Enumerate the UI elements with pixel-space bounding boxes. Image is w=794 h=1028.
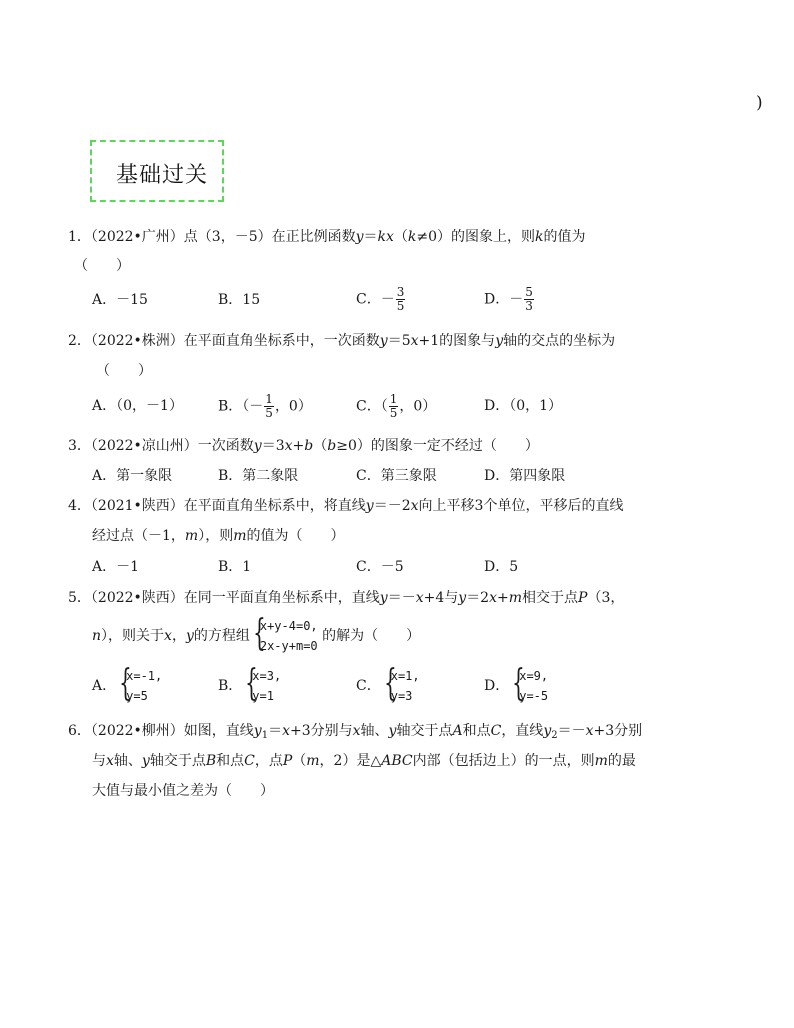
equation-system: { x=-1, y=5 [119, 663, 163, 704]
question-1-line-1: 1．（2022•广州）点（3，－5）在正比例函数y＝kx（k≠0）的图象上，则k的值为 [68, 229, 586, 245]
question-5-option-c[interactable]: C． { x=1, y=3 [356, 663, 420, 704]
brace-icon: { [119, 663, 132, 704]
question-1-option-d[interactable]: D．－ $\frac{5}{3}$ [484, 285, 533, 313]
question-6-line-2: 与x轴、y轴交于点B和点C，点P（m，2）是△ABC内部（包括边上）的一点，则m的最 [92, 753, 636, 769]
question-2-option-a[interactable]: A．（0，－1） [92, 398, 183, 414]
question-2-line-1: 2．（2022•株洲）在平面直角坐标系中，一次函数y＝5x+1的图象与y轴的交点的坐标为 [68, 333, 616, 349]
question-5-option-d[interactable]: D． { x=9, y=-5 [484, 663, 549, 704]
question-4-line-1: 4．（2021•陕西）在平面直角坐标系中，将直线y＝－2x向上平移3个单位，平移后的直线 [68, 498, 624, 514]
equation-system: { x+y-4=0, 2x-y+m=0 [253, 613, 318, 654]
question-2-option-b[interactable]: B．（－ $\frac{1}{5}$ ，0） [218, 392, 312, 420]
question-5-option-a[interactable]: A． { x=-1, y=5 [92, 663, 163, 704]
question-3-line-1: 3．（2022•凉山州）一次函数y＝3x+b（b≥0）的图象一定不经过（ ） [68, 438, 539, 454]
question-2-option-d[interactable]: D．（0，1） [484, 398, 563, 414]
fraction: $\frac{3}{5}$ [396, 285, 405, 313]
question-3-option-d[interactable]: D．第四象限 [484, 468, 566, 484]
question-3-option-c[interactable]: C．第三象限 [356, 468, 437, 484]
section-title: 基础过关 [116, 163, 209, 188]
fraction: $\frac{1}{5}$ [265, 392, 273, 420]
question-1-option-b[interactable]: B．15 [218, 292, 261, 308]
question-4-line-2: 经过点（－1，m），则m的值为（ ） [92, 528, 345, 544]
question-1-option-c[interactable]: C．－ $\frac{3}{5}$ [356, 285, 405, 313]
question-5-line-1: 5．（2022•陕西）在同一平面直角坐标系中，直线y＝－x+4与y＝2x+m相交于点P（3， [68, 590, 625, 606]
question-5-option-b[interactable]: B． { x=3, y=1 [218, 663, 282, 704]
question-4-option-d[interactable]: D．5 [484, 559, 519, 575]
equation-system: { x=1, y=3 [383, 663, 420, 704]
fraction: $\frac{1}{5}$ [389, 392, 398, 420]
question-3-option-a[interactable]: A．第一象限 [92, 468, 173, 484]
brace-icon: { [512, 663, 525, 704]
question-2-option-c[interactable]: C．（ $\frac{1}{5}$ ，0） [356, 392, 437, 420]
brace-icon: { [245, 663, 259, 704]
question-6-line-1: 6．（2022•柳州）如图，直线$y_1=x+3$分别与x轴、y轴交于点A和点C，直线$y_2=-x+3$分别 [68, 723, 643, 741]
question-1-answer-blank: （ ） [74, 258, 130, 274]
fraction: $\frac{5}{3}$ [525, 285, 533, 313]
question-2-answer-blank: （ ） [96, 363, 152, 379]
question-4-option-a[interactable]: A．－1 [92, 559, 140, 575]
question-1-option-a[interactable]: A．－15 [92, 292, 148, 308]
stray-paren: ) [756, 93, 763, 113]
equation-system: { x=9, y=-5 [512, 663, 549, 704]
question-6-line-3: 大值与最小值之差为（ ） [92, 783, 274, 799]
question-4-option-b[interactable]: B．1 [218, 559, 252, 575]
section-header-box [90, 140, 224, 202]
question-3-option-b[interactable]: B．第二象限 [218, 468, 299, 484]
question-4-option-c[interactable]: C．－5 [356, 559, 404, 575]
question-5-line-2: n），则关于x，y的方程组 { x+y-4=0, 2x-y+m=0 的解为（ ） [92, 613, 421, 654]
brace-icon: { [383, 663, 397, 704]
equation-system: { x=3, y=1 [245, 663, 282, 704]
brace-icon: { [253, 613, 266, 654]
